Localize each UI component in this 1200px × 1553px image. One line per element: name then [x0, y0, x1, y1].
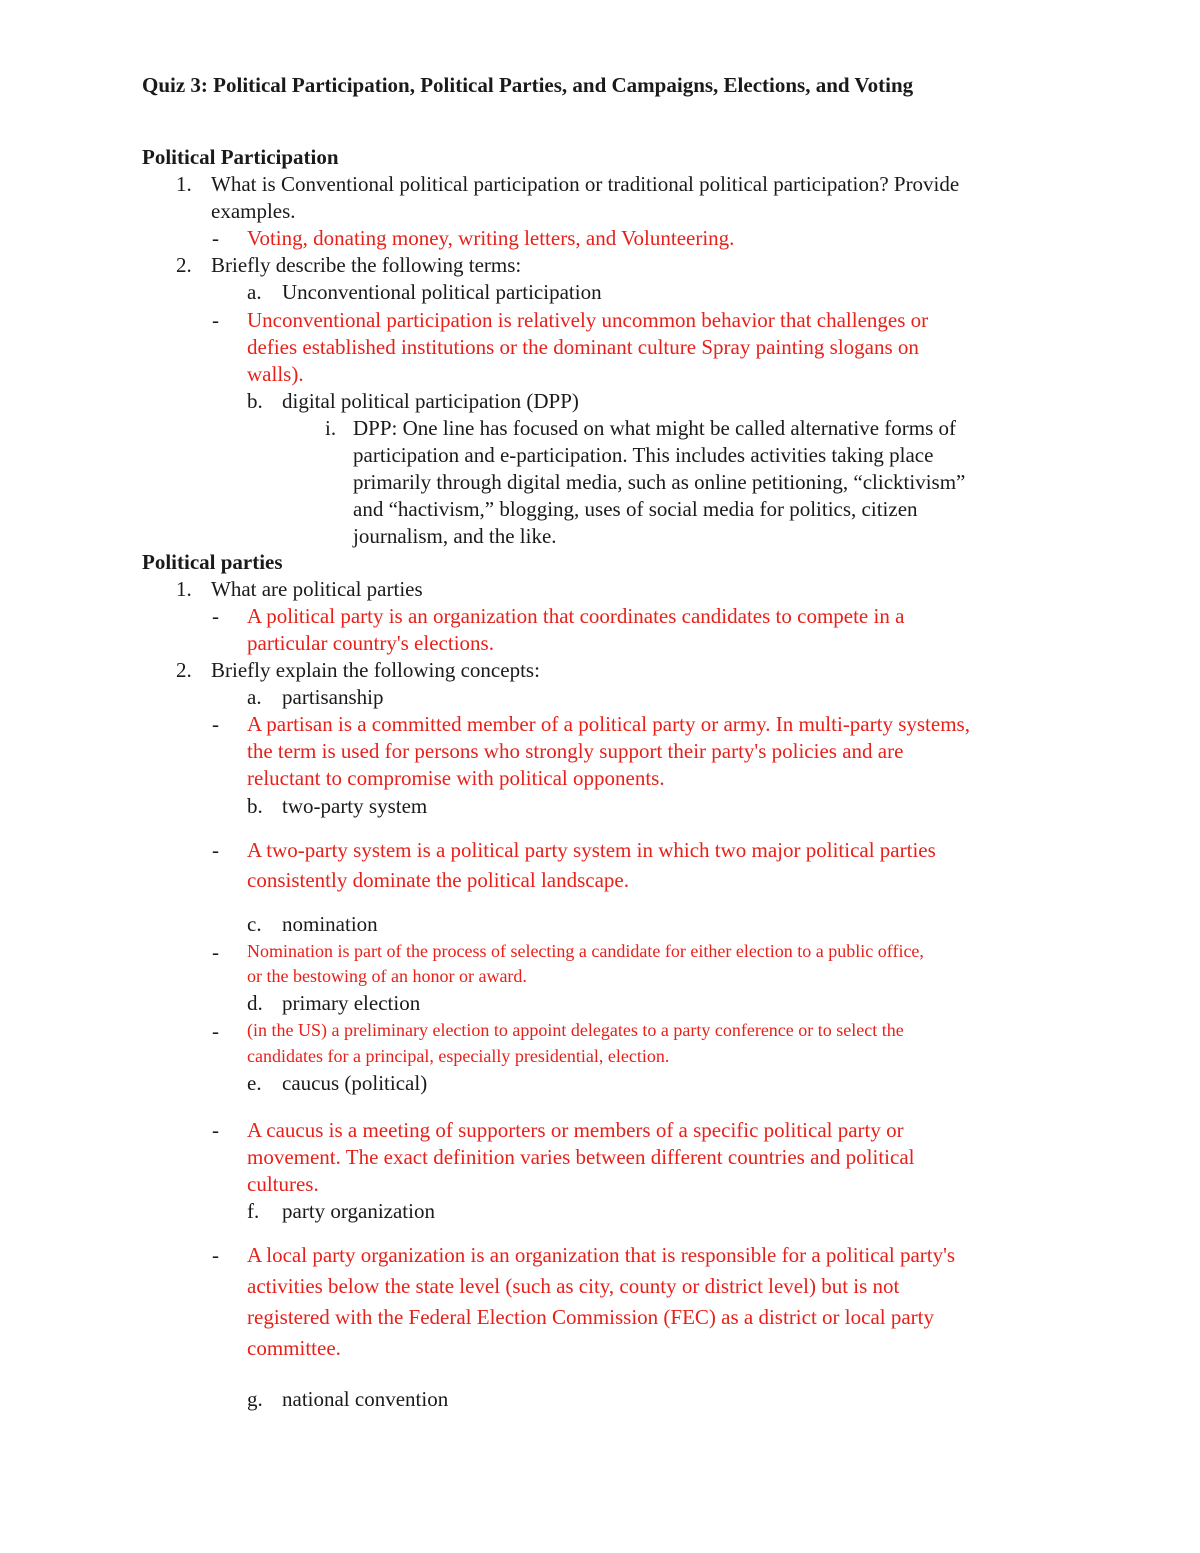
sub-item-label: a.: [247, 280, 262, 304]
answer-text: A two-party system is a political party system in which two major political parties: [247, 838, 936, 862]
answer-text: Unconventional participation is relatively uncommon behavior that challenges or: [247, 308, 929, 332]
answer-text: walls).: [247, 362, 304, 386]
answer-text: Nomination is part of the process of selecting a candidate for either election to a public office,: [247, 941, 924, 961]
sub-item-text: digital political participation (DPP): [282, 389, 579, 413]
question-text: Briefly describe the following terms:: [211, 253, 522, 277]
sub-item-text: nomination: [282, 912, 378, 936]
answer-dash: -: [212, 604, 219, 628]
list-number: 2.: [176, 253, 192, 277]
answer-text: committee.: [247, 1336, 341, 1360]
sub-item-label: c.: [247, 912, 262, 936]
sub-item-label: b.: [247, 794, 263, 818]
sub-item-text: partisanship: [282, 685, 384, 709]
answer-dash: -: [212, 226, 219, 250]
sub-item-text: caucus (political): [282, 1071, 428, 1095]
sub-item-label: a.: [247, 685, 262, 709]
sub-answer-text: participation and e-participation. This includes activities taking place: [353, 443, 934, 467]
answer-text: movement. The exact definition varies between different countries and political: [247, 1145, 915, 1169]
answer-text: A political party is an organization that coordinates candidates to compete in a: [247, 604, 905, 628]
answer-text: registered with the Federal Election Commission (FEC) as a district or local party: [247, 1305, 935, 1329]
answer-dash: -: [212, 1243, 219, 1267]
answer-text: cultures.: [247, 1172, 319, 1196]
sub-answer-text: journalism, and the like.: [353, 524, 557, 548]
list-number: 1.: [176, 172, 192, 196]
sub-item-label: b.: [247, 389, 263, 413]
answer-text: reluctant to compromise with political opponents.: [247, 766, 665, 790]
answer-text: consistently dominate the political landscape.: [247, 868, 629, 892]
page-title: Quiz 3: Political Participation, Political Parties, and Campaigns, Elections, and Voting: [142, 73, 914, 97]
roman-label: i.: [325, 416, 337, 440]
answer-dash: -: [212, 712, 219, 736]
sub-item-text: Unconventional political participation: [282, 280, 602, 304]
answer-text: candidates for a principal, especially presidential, election.: [247, 1046, 670, 1066]
answer-text: A caucus is a meeting of supporters or members of a specific political party or: [247, 1118, 904, 1142]
answer-text: or the bestowing of an honor or award.: [247, 966, 527, 986]
sub-item-label: d.: [247, 991, 263, 1015]
question-text: What are political parties: [211, 577, 423, 601]
sub-item-text: two-party system: [282, 794, 428, 818]
answer-dash: -: [212, 838, 219, 862]
answer-dash: -: [212, 308, 219, 332]
sub-item-text: national convention: [282, 1387, 449, 1411]
section-heading-participation: Political Participation: [142, 145, 339, 169]
answer-text: A partisan is a committed member of a political party or army. In multi-party systems,: [247, 712, 970, 736]
sub-item-text: party organization: [282, 1199, 435, 1223]
sub-item-text: primary election: [282, 991, 421, 1015]
question-text: What is Conventional political participation or traditional political participation? Provide: [211, 172, 960, 196]
answer-dash: -: [212, 940, 219, 964]
section-heading-parties: Political parties: [142, 550, 283, 574]
sub-answer-text: and “hactivism,” blogging, uses of social media for politics, citizen: [353, 497, 918, 521]
answer-dash: -: [212, 1019, 219, 1043]
list-number: 1.: [176, 577, 192, 601]
sub-item-label: g.: [247, 1387, 263, 1411]
question-text: Briefly explain the following concepts:: [211, 658, 540, 682]
answer-dash: -: [212, 1118, 219, 1142]
answer-text: activities below the state level (such as city, county or district level) but is not: [247, 1274, 900, 1298]
answer-text: (in the US) a preliminary election to appoint delegates to a party conference or to select the: [247, 1020, 904, 1040]
answer-text: defies established institutions or the dominant culture Spray painting slogans on: [247, 335, 919, 359]
answer-text: Voting, donating money, writing letters, and Volunteering.: [247, 226, 735, 250]
sub-item-label: e.: [247, 1071, 262, 1095]
sub-answer-text: primarily through digital media, such as online petitioning, “clicktivism”: [353, 470, 966, 494]
sub-answer-text: DPP: One line has focused on what might be called alternative forms of: [353, 416, 957, 440]
question-text: examples.: [211, 199, 296, 223]
answer-text: the term is used for persons who strongly support their party's policies and are: [247, 739, 904, 763]
list-number: 2.: [176, 658, 192, 682]
answer-text: A local party organization is an organization that is responsible for a political party's: [247, 1243, 956, 1267]
sub-item-label: f.: [247, 1199, 260, 1223]
answer-text: particular country's elections.: [247, 631, 494, 655]
